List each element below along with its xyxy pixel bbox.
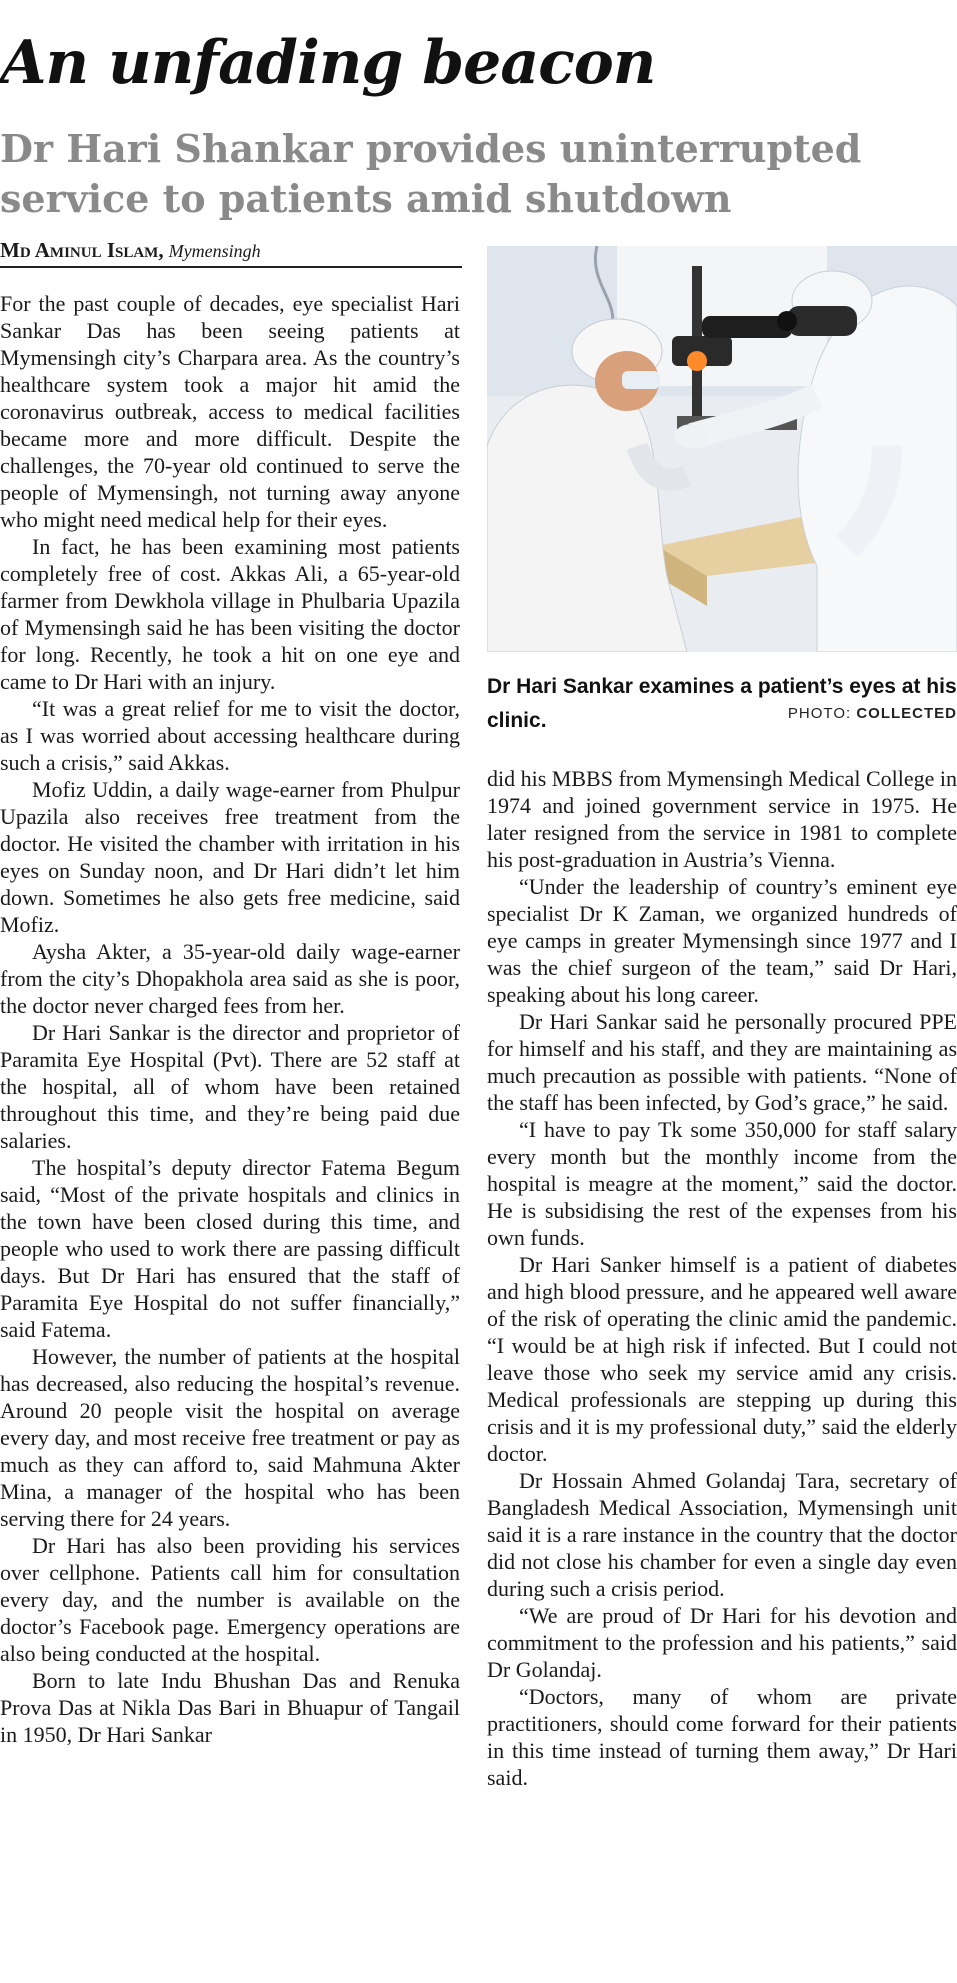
paragraph: “I have to pay Tk some 350,000 for staff salary every month but the monthly income from the hospital is meagre at the moment,” said the doctor. He is subsidising the rest of the expenses from his own funds. (487, 1117, 957, 1250)
byline (0, 238, 462, 268)
paragraph: “Under the leadership of country’s eminent eye specialist Dr K Zaman, we organized hundreds of eye camps in greater Mymensingh since 1977 and I was the chief surgeon of the team,” said Dr Hari, speaking about his long career. (487, 874, 957, 1007)
photo-credit-source: COLLECTED (856, 705, 957, 722)
paragraph: “Doctors, many of whom are private practitioners, should come forward for their patients in this time instead of turning them away,” Dr Hari said. (487, 1684, 957, 1790)
headline: An unfading beacon (0, 28, 656, 98)
paragraph: “We are proud of Dr Hari for his devotion and commitment to the profession and his patients,” said Dr Golandaj. (487, 1603, 957, 1682)
paragraph: Dr Hari Sankar is the director and proprietor of Paramita Eye Hospital (Pvt). There are 52 staff at the hospital, all of whom have been retained throughout this time, and they’re being paid due salaries. (0, 1020, 460, 1153)
byline-author: Md Aminul Islam, (0, 238, 164, 262)
byline-location: Mymensingh (168, 241, 261, 261)
paragraph: Dr Hari Sanker himself is a patient of diabetes and high blood pressure, and he appeared well aware of the risk of operating the clinic amid the pandemic. “I would be at high risk if infected. But I could not leave those who seek my service amid any crisis. Medical professionals are stepping up during this crisis and it is my professional duty,” said the elderly doctor. (487, 1252, 957, 1466)
paragraph: Aysha Akter, a 35-year-old daily wage-earner from the city’s Dhopakhola area said as she is poor, the doctor never charged fees from her. (0, 939, 460, 1018)
paragraph: Born to late Indu Bhushan Das and Renuka Prova Das at Nikla Das Bari in Bhuapur of Tangail in 1950, Dr Hari Sankar (0, 1668, 460, 1747)
paragraph: Dr Hari Sankar said he personally procured PPE for himself and his staff, and they are maintaining as much precaution as possible with patients. “None of the staff has been infected, by God’s grace,” he said. (487, 1009, 957, 1115)
article-column-2 (487, 765, 957, 1980)
paragraph: For the past couple of decades, eye specialist Hari Sankar Das has been seeing patients at Mymensingh city’s Charpara area. As the country’s healthcare system took a major hit amid the coronavirus outbreak, access to medical facilities became more and more difficult. Despite the challenges, the 70-year old continued to serve the people of Mymensingh, not turning away anyone who might need medical help for their eyes. (0, 291, 460, 532)
paragraph: did his MBBS from Mymensingh Medical College in 1974 and joined government service in 1975. He later resigned from the service in 1981 to complete his post-graduation in Austria’s Vienna. (487, 766, 957, 872)
article-photo (487, 246, 957, 652)
photo-credit-label: PHOTO: (787, 705, 852, 722)
paragraph: “It was a great relief for me to visit the doctor, as I was worried about accessing healthcare during such a crisis,” said Akkas. (0, 696, 460, 775)
photo-caption: Dr Hari Sankar examines a patient’s eyes at his clinic. (487, 675, 957, 732)
paragraph: Dr Hari has also been providing his services over cellphone. Patients call him for consultation every day, and the number is available on the doctor’s Facebook page. Emergency operations are also being conducted at the hospital. (0, 1533, 460, 1666)
paragraph: Dr Hossain Ahmed Golandaj Tara, secretary of Bangladesh Medical Association, Mymensingh unit said it is a rare instance in the country that the doctor did not close his chamber for even a single day even during such a crisis period. (487, 1468, 957, 1601)
clinic-exam-photo (487, 246, 957, 652)
paragraph: However, the number of patients at the hospital has decreased, also reducing the hospital’s revenue. Around 20 people visit the hospital on average every day, and most receive free treatment or pay as much as they can afford to, said Mahmuna Akter Mina, a manager of the hospital who has been serving there for 24 years. (0, 1344, 460, 1531)
subheadline: Dr Hari Shankar provides uninterrupted service to patients amid shutdown (0, 126, 862, 221)
article-column-1 (0, 290, 460, 1980)
paragraph: Mofiz Uddin, a daily wage-earner from Phulpur Upazila also receives free treatment from the doctor. He visited the chamber with irritation in his eyes on Sunday noon, and Dr Hari didn’t let him down. Sometimes he also gets free medicine, said Mofiz. (0, 777, 460, 937)
paragraph: In fact, he has been examining most patients completely free of cost. Akkas Ali, a 65-year-old farmer from Dewkhola village in Phulbaria Upazila of Mymensingh said he has been visiting the doctor for long. Recently, he took a hit on one eye and came to Dr Hari with an injury. (0, 534, 460, 694)
paragraph: The hospital’s deputy director Fatema Begum said, “Most of the private hospitals and clinics in the town have been closed during this time, and people who used to work there are passing difficult days. But Dr Hari has ensured that the staff of Paramita Eye Hospital do not suffer financially,” said Fatema. (0, 1155, 460, 1342)
photo-credit (760, 705, 957, 722)
